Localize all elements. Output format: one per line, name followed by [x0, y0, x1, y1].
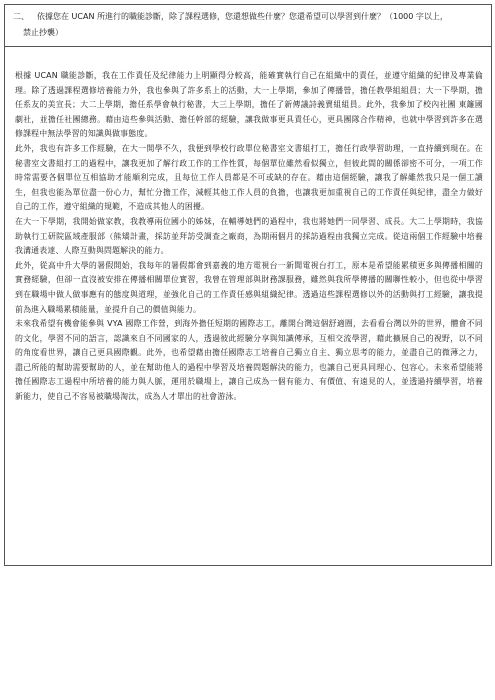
answer-paragraph: 此外，我也有許多工作經驗，在大一開學不久，我便到學校行政單位秘書室文書組打工，擔任行政學習助理，一直持續到現在。在秘書室文書組打工的過程中，讓我更加了解行政工作的工作性質，每個單位雖然看似獨立，但彼此間的關係卻密不可分，一項工作時常需要各個單位互相協助才能順利完成，且每位工作人員都是不可或缺的存在。藉由這個經驗，讓我了解雖然我只是一個工讀生，但我也能為單位盡一份心力，幫忙分擔工作，減輕其他工作人員的負擔，也讓我更加重視自己的工作責任與紀律，盡全力做好自己的工作，遵守組織的規範，不造成其他人的困擾。: [15, 143, 483, 212]
question-box: [5, 5, 491, 47]
answer-sheet: [4, 4, 492, 566]
question-number: 二、: [13, 12, 29, 21]
answer-paragraph: 根據 UCAN 職能診斷，我在工作責任及紀律能力上明顯得分較高，能確實執行自己在組織中的責任，並遵守組織的紀律及專業倫理。除了透過課程選修培養能力外，我也參與了許多系上的活動，大一上學期，參加了傳播營，擔任教學組組員；大一下學期，擔任系友的美宣長；大二上學期，擔任系學會執行秘書，大三上學期，擔任了新傳議詩義賣組組員。此外，我參加了校內社團 東籬國劇社，並擔任社團總務。藉由這些參與活動、擔任幹部的經驗，讓我做事更具責任心，更具團隊合作精神，也就中學習到許多在選修課程中無法學習的知識與做事態度。: [15, 71, 483, 139]
answer-paragraph: 在大一下學期，我開始做家教，我教導兩位國小的姊妹，在輔導她們的過程中，我也將她們一同學習、成長。大二上學期時，我協助執行工研院區域產服部（熊矯計畫，採訪並拜訪受調查之廠商，為期兩個月的採訪過程由我獨立完成。從這兩個工作經驗中培養我溝通表達、人際互動與問題解決的能力。: [15, 216, 483, 256]
answer-body: [5, 49, 491, 405]
question-line: [13, 9, 483, 25]
question-text-continued: 禁止抄襲）: [23, 28, 63, 37]
answer-paragraph: 未來我希望有機會能參與 VYA 國際工作營，到海外擔任短期的國際志工，離開台灣這個舒適圈，去看看台灣以外的世界，體會不同的文化，學習不同的語言，認識來自不同國家的人，透過彼此經驗分享與知識傳承，互相交流學習，藉此擴展自己的視野，以不同的角度看世界，讓自己更具國際觀。此外，也希望藉由擔任國際志工培養自己獨立自主、獨立思考的能力，並盡自己的微薄之力，盡己所能的幫助需要幫助的人，並在幫助他人的過程中學習及培養問題解決的能力，也讓自己更具同理心、包容心。未來希望能將擔任國際志工過程中所培養的能力與人脈，運用於職場上，讓自己成為一個有能力、有價值、有遠見的人，並透過持續學習，培養新能力，使自己不容易被職場淘汰，成為人才單出的社會游泳。: [15, 319, 483, 402]
answer-paragraph: 此外，從高中升大學的暑假開始，我每年的暑假都會到嘉義的地方電視台一新聞電視台打工，原本是希望能累積更多與傳播相關的實務經驗，但卻一直沒被安排在傳播相關單位實習，我曾在管理部與財務課服務，雖然與我所學傳播的關聯性較小，但也從中學習到在職場中做人做事應有的態度與道理，並強化自己的工作責任感與組織紀律。透過這些課程選修以外的活動與打工經驗，讓我提前為進入職場累積能量，並提升自己的價值與能力。: [15, 260, 483, 314]
question-text: 依據您在 UCAN 所進行的職能診斷，除了課程選修，您還想做些什麼？您還希望可以學習到什麼？（1000 字以上，: [37, 12, 448, 21]
